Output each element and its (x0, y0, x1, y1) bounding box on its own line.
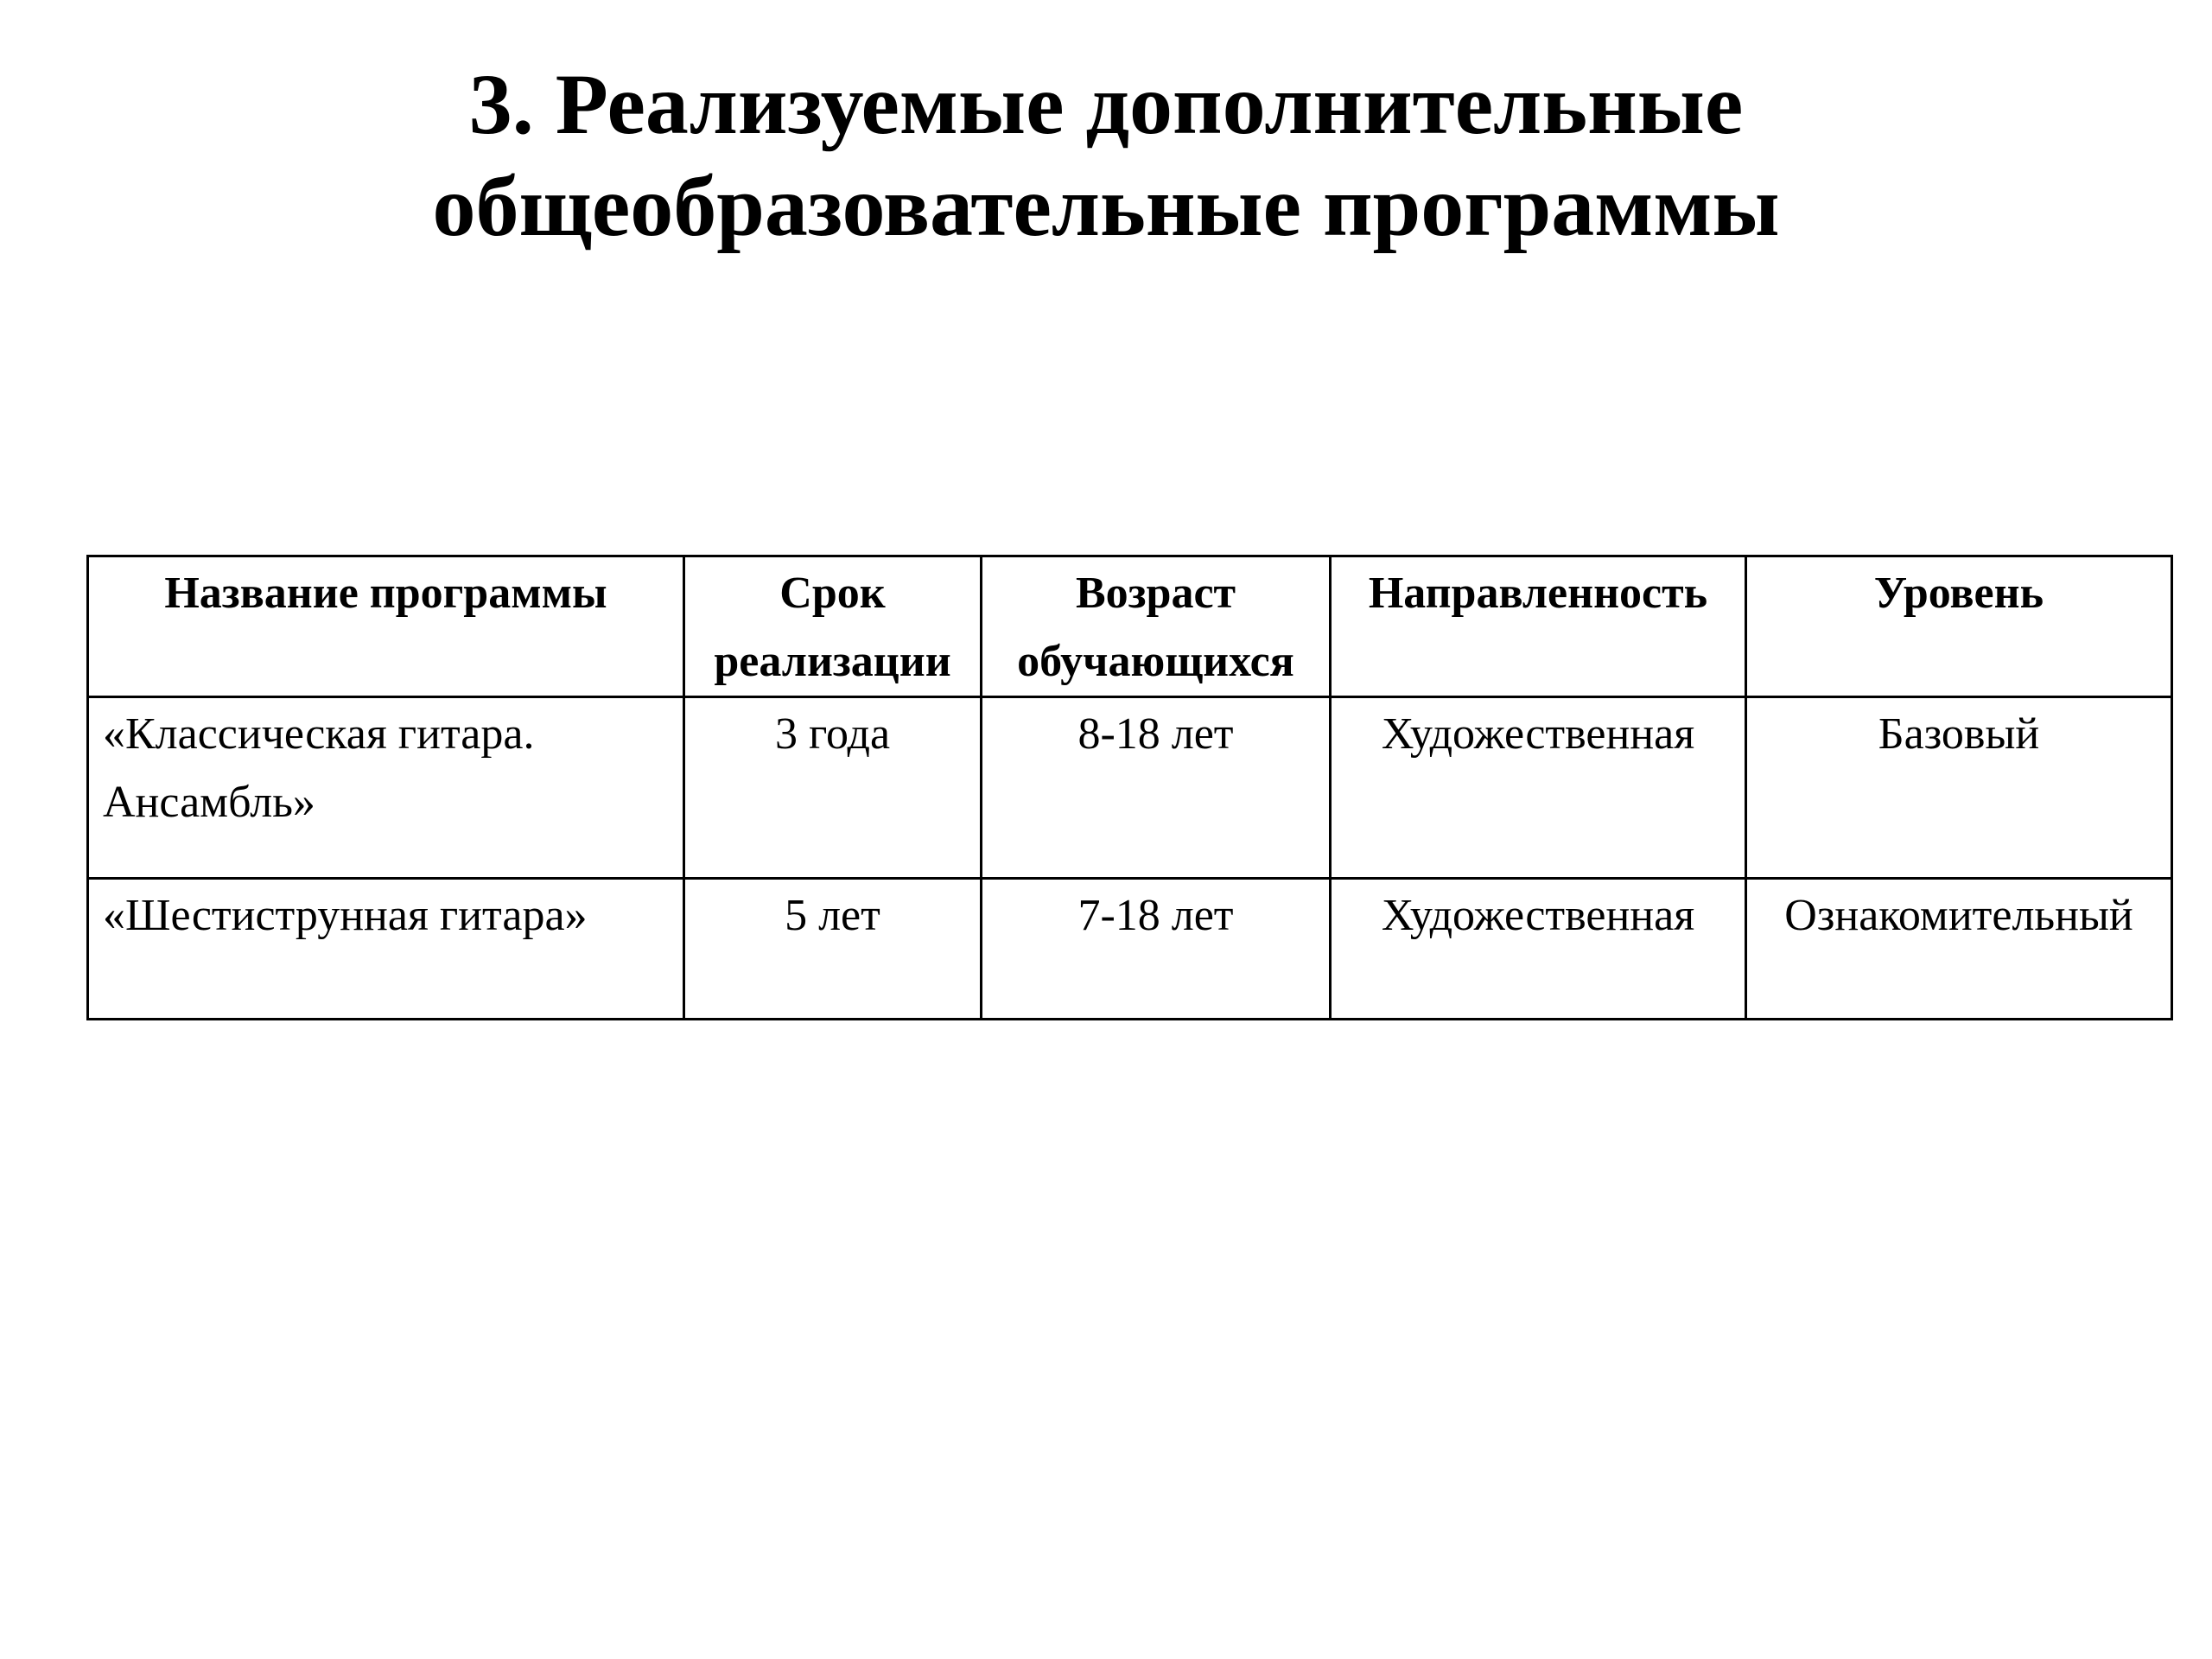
header-age: Возраст обучающихся (982, 556, 1331, 697)
slide-title-line-1: 3. Реализуемые дополнительные (468, 56, 1744, 152)
table-header-row (88, 556, 2172, 697)
slide-title-line-2: общеобразовательные программы (432, 158, 1780, 254)
header-level: Уровень (1746, 556, 2172, 697)
cell-program-name: «Классическая гитара. Ансамбль» (88, 697, 684, 879)
header-direction: Направленность (1331, 556, 1746, 697)
cell-level: Базовый (1746, 697, 2172, 879)
slide-title (0, 54, 2212, 257)
cell-age: 8-18 лет (982, 697, 1331, 879)
cell-level: Ознакомительный (1746, 879, 2172, 1020)
cell-duration: 5 лет (684, 879, 982, 1020)
programs-table (86, 555, 2173, 1020)
cell-direction: Художественная (1331, 879, 1746, 1020)
cell-program-name: «Шестиструнная гитара» (88, 879, 684, 1020)
cell-duration: 3 года (684, 697, 982, 879)
header-duration: Срок реализации (684, 556, 982, 697)
cell-age: 7-18 лет (982, 879, 1331, 1020)
table-row (88, 697, 2172, 879)
header-program-name: Название программы (88, 556, 684, 697)
table-row (88, 879, 2172, 1020)
cell-direction: Художественная (1331, 697, 1746, 879)
